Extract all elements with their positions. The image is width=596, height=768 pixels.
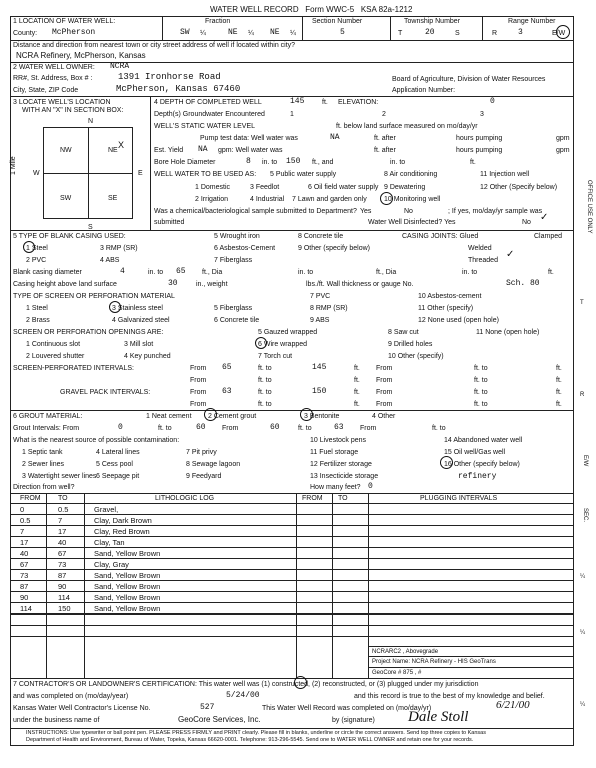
howmany-label: How many feet? xyxy=(310,484,361,491)
log-lith: Clay, Dark Brown xyxy=(94,516,152,525)
gp-to-2: ft. to xyxy=(474,389,488,396)
bore-to: 150 xyxy=(286,157,301,166)
use-10: 10 Monitoring well xyxy=(384,196,441,203)
distance-label: Distance and direction from nearest town or city street address of well if located within city? xyxy=(13,42,296,49)
contam-2: 2 Sewer lines xyxy=(22,461,65,468)
compass-e: E xyxy=(138,170,143,177)
csz-value: McPherson, Kansas 67460 xyxy=(116,84,241,94)
use-6: 6 Oil field water supply xyxy=(308,184,379,191)
height-label: Casing height above land surface xyxy=(13,281,117,288)
screen-2: 2 Brass xyxy=(26,317,50,324)
pump-label: Pump test data: Well water was xyxy=(200,135,298,142)
log-to: 40 xyxy=(58,538,67,547)
log-to: 114 xyxy=(58,593,70,602)
grout-from-3: From xyxy=(360,425,377,432)
yield-gpm: gpm xyxy=(556,147,570,154)
log-lith: Clay, Tan xyxy=(94,538,125,547)
side-t: T xyxy=(580,300,584,306)
use-8: 8 Air conditioning xyxy=(384,171,438,178)
screen-10: 10 Asbestos-cement xyxy=(418,293,482,300)
side-r: R xyxy=(580,392,585,398)
sp-from-val: 65 xyxy=(222,363,232,372)
use-2: 2 Irrigation xyxy=(195,196,229,203)
sp-from-4: From xyxy=(376,377,393,384)
log-to: 17 xyxy=(58,527,67,536)
log-lith: Sand, Yellow Brown xyxy=(94,549,161,558)
grout-2-circle xyxy=(204,408,217,421)
contam-other-value: refinery xyxy=(458,472,497,481)
grout-i2-from: 60 xyxy=(270,423,280,432)
csz-label: City, State, ZIP Code xyxy=(13,87,79,94)
log-lith: Clay, Red Brown xyxy=(94,527,150,536)
yield-unit: gpm: Well water was xyxy=(218,147,283,154)
opening-5: 5 Gauzed wrapped xyxy=(258,329,318,336)
blank-in-to2: in. to xyxy=(298,269,314,276)
contam-11: 11 Fuel storage xyxy=(310,449,359,456)
quarter-2: ¼ xyxy=(248,30,254,37)
sp-to-2: ft. to xyxy=(474,365,488,372)
range-value: 3 xyxy=(518,28,523,37)
quarter-3: ¼ xyxy=(290,30,296,37)
casing-6: 6 Asbestos-Cement xyxy=(214,245,276,252)
stamp-3: GeoCore # 875 , # xyxy=(372,670,422,676)
casing-7: 7 Fiberglass xyxy=(214,257,253,264)
log-h-from2: FROM xyxy=(302,495,323,502)
blank-dia-label: Blank casing diameter xyxy=(13,269,82,276)
sp-to-val: 145 xyxy=(312,363,327,372)
sp-from-1: From xyxy=(190,365,207,372)
grout-to-3: ft. to xyxy=(432,425,446,432)
joints-welded: Welded xyxy=(468,245,492,252)
owner-value: NCRA xyxy=(110,62,130,71)
gp-ft-4: ft. xyxy=(556,401,562,408)
side-q2: ¼ xyxy=(580,630,586,636)
use-12: 12 Other (Specify below) xyxy=(480,184,558,191)
opening-9: 9 Drilled holes xyxy=(388,341,433,348)
log-lith: Sand, Yellow Brown xyxy=(94,582,161,591)
lbsft-label: lbs./ft. Wall thickness or gauge No. xyxy=(306,281,414,288)
joints-label: CASING JOINTS: Glued xyxy=(402,233,479,240)
completed-label: and was completed on (mo/day/year) xyxy=(13,693,129,700)
gw-3: 3 xyxy=(480,111,484,118)
log-h-lith: LITHOLOGIC LOG xyxy=(155,495,215,502)
gp-ft-1: ft. xyxy=(354,389,360,396)
contam-8: 8 Sewage lagoon xyxy=(186,461,241,468)
blank-dia3: ft., Dia xyxy=(376,269,397,276)
elevation-label: ELEVATION: xyxy=(338,99,379,106)
contam-10: 10 Livestock pens xyxy=(310,437,367,444)
sp-ft-4: ft. xyxy=(556,377,562,384)
howmany-value: 0 xyxy=(368,482,373,491)
opening-3: 3 Mill slot xyxy=(124,341,154,348)
mile-label: 1 Mile xyxy=(10,156,17,175)
blank-in-to: in. to xyxy=(148,269,164,276)
side-q3: ¼ xyxy=(580,702,586,708)
county-value: McPherson xyxy=(52,28,96,37)
fraction-1: SW xyxy=(180,28,190,37)
grout-i1-to: 60 xyxy=(196,423,206,432)
contam-5: 5 Cess pool xyxy=(96,461,133,468)
grout-to-1: ft. to xyxy=(158,425,172,432)
quarter-1: ¼ xyxy=(200,30,206,37)
opening-10: 10 Other (specify) xyxy=(388,353,444,360)
grout-intervals: Grout Intervals: From xyxy=(13,425,80,432)
fraction-3: NE xyxy=(270,28,280,37)
static-rest: ft. below land surface measured on mo/day/yr xyxy=(336,123,478,130)
quad-sw: SW xyxy=(60,195,72,202)
screen-6: 6 Concrete tile xyxy=(214,317,260,324)
grout-to-2: ft. to xyxy=(298,425,312,432)
compass-s: S xyxy=(88,224,93,231)
log-from: 90 xyxy=(20,593,29,602)
disinfected-no: No xyxy=(522,219,531,226)
use-11: 11 Injection well xyxy=(480,171,530,178)
sp-to-4: ft. to xyxy=(474,377,488,384)
sp-to-3: ft. to xyxy=(258,377,272,384)
log-h-to2: TO xyxy=(338,495,348,502)
log-lith: Gravel, xyxy=(94,505,119,514)
log-from: 0 xyxy=(20,505,25,514)
address-label: RR#, St. Address, Box # : xyxy=(13,75,93,82)
quad-nw: NW xyxy=(60,147,72,154)
s3-heading2: WITH AN "X" IN SECTION BOX: xyxy=(22,107,124,114)
static-label: WELL'S STATIC WATER LEVEL xyxy=(154,123,256,130)
log-lith: Sand, Yellow Brown xyxy=(94,593,161,602)
opening-2: 2 Louvered shutter xyxy=(26,353,85,360)
x-mark: X xyxy=(118,140,125,150)
log-to: 7 xyxy=(58,516,63,525)
screen-label: TYPE OF SCREEN OR PERFORATION MATERIAL xyxy=(13,293,175,300)
log-from: 73 xyxy=(20,571,29,580)
range-r: R xyxy=(492,30,498,37)
contam-label: What is the nearest source of possible contamination: xyxy=(13,437,180,444)
bore-dia: 8 xyxy=(246,157,251,166)
log-h-plug: PLUGGING INTERVALS xyxy=(420,495,498,502)
screen-8: 8 RMP (SR) xyxy=(310,305,348,312)
s1-heading: 1 LOCATION OF WATER WELL: xyxy=(13,18,116,25)
casing-3: 3 RMP (SR) xyxy=(100,245,138,252)
direction-label: Direction from well? xyxy=(13,484,75,491)
distance-value: NCRA Refinery, McPherson, Kansas xyxy=(16,51,146,60)
log-lith: Clay, Gray xyxy=(94,560,129,569)
record-date: 6/21/00 xyxy=(496,699,530,711)
grout-4: 4 Other xyxy=(372,413,396,420)
log-to: 73 xyxy=(58,560,67,569)
completed-date: 5/24/00 xyxy=(226,691,260,700)
gp-to-4: ft. to xyxy=(474,401,488,408)
blank-in-to3: in. to xyxy=(462,269,478,276)
use-label: WELL WATER TO BE USED AS: xyxy=(154,171,257,178)
stamp-2: Project Name: NCRA Refinery - HIS GeoTrans xyxy=(372,659,496,665)
app-no: Application Number: xyxy=(392,87,456,94)
compass-w: W xyxy=(33,170,40,177)
casing-2: 2 PVC xyxy=(26,257,47,264)
use-9: 9 Dewatering xyxy=(384,184,426,191)
contam-12: 12 Fertilizer storage xyxy=(310,461,372,468)
gp-to-1: ft. to xyxy=(258,389,272,396)
gp-to-val: 150 xyxy=(312,387,327,396)
use-10-circle xyxy=(380,192,393,205)
log-from: 0.5 xyxy=(20,516,31,525)
side-ew: E/W xyxy=(582,455,588,467)
township-value: 20 xyxy=(425,28,435,37)
signature-label: by (signature) xyxy=(332,717,375,724)
fraction-2: NE xyxy=(228,28,238,37)
log-from: 7 xyxy=(20,527,25,536)
section-label: Section Number xyxy=(312,18,363,25)
contam-7: 7 Pit privy xyxy=(186,449,217,456)
gw-label: Depth(s) Groundwater Encountered xyxy=(154,111,265,118)
fraction-label: Fraction xyxy=(205,18,231,25)
quad-se: SE xyxy=(108,195,118,202)
section-value: 5 xyxy=(340,28,345,37)
opening-1: 1 Continuous slot xyxy=(26,341,81,348)
sp-from-3: From xyxy=(190,377,207,384)
disinfected-check-icon: ✓ xyxy=(540,212,549,223)
depth-value: 145 xyxy=(290,97,305,106)
bore-in-to: in. to xyxy=(262,159,278,166)
height-value: 30 xyxy=(168,279,178,288)
blank-to: 65 xyxy=(176,267,186,276)
log-lith: Sand, Yellow Brown xyxy=(94,571,161,580)
chem-yes: Yes xyxy=(360,208,372,215)
board-text: Board of Agriculture, Division of Water Resources xyxy=(392,76,546,83)
range-e-circle xyxy=(556,25,570,39)
screen-3: 3 Stainless steel xyxy=(112,305,163,312)
blank-dia2: ft., Dia xyxy=(202,269,223,276)
yield-value: NA xyxy=(198,145,208,154)
grout-from-2: From xyxy=(222,425,239,432)
range-ew: E/W xyxy=(552,30,566,37)
s6-heading: 6 GROUT MATERIAL: xyxy=(13,413,83,420)
gp-from-4: From xyxy=(376,401,393,408)
log-to: 90 xyxy=(58,582,67,591)
gp-from-3: From xyxy=(190,401,207,408)
screen-7: 7 PVC xyxy=(310,293,331,300)
cert-text: 7 CONTRACTOR'S OR LANDOWNER'S CERTIFICATION: This water well was (1) constructed, (2) reconstructed, or (3) plugged under my jurisdiction xyxy=(13,681,479,688)
log-to: 150 xyxy=(58,604,71,613)
compass-n: N xyxy=(88,118,94,125)
log-from: 40 xyxy=(20,549,29,558)
casing-9: 9 Other (specify below) xyxy=(298,245,370,252)
contam-9: 9 Feedyard xyxy=(186,473,222,480)
screen-12: 12 None used (open hole) xyxy=(418,317,499,324)
contam-14: 14 Abandoned water well xyxy=(444,437,523,444)
yield-after: ft. after xyxy=(374,147,396,154)
chem-no: No xyxy=(404,208,413,215)
log-to: 0.5 xyxy=(58,505,69,514)
office-use-label: OFFICE USE ONLY xyxy=(586,180,592,234)
grout-i1-from: 0 xyxy=(118,423,123,432)
gp-from-2: From xyxy=(376,389,393,396)
quad-ne: NE xyxy=(108,147,118,154)
gp-from-val: 63 xyxy=(222,387,232,396)
elevation-value: 0 xyxy=(490,97,495,106)
sp-to-1: ft. to xyxy=(258,365,272,372)
yield-hours: hours pumping xyxy=(456,147,503,154)
bore-label: Bore Hole Diameter xyxy=(154,159,216,166)
grout-3-circle xyxy=(300,408,313,421)
gp-ft-3: ft. xyxy=(354,401,360,408)
joints-threaded: Threaded xyxy=(468,257,498,264)
yield-label: Est. Yield xyxy=(154,147,184,154)
chem-tail: ; If yes, mo/day/yr sample was xyxy=(448,208,543,215)
casing-1: 1 Steel xyxy=(26,245,48,252)
contam-16-circle xyxy=(440,456,453,469)
township-label: Township Number xyxy=(404,18,461,25)
range-label: Range Number xyxy=(508,18,556,25)
grout-1: 1 Neat cement xyxy=(146,413,192,420)
contam-4: 4 Lateral lines xyxy=(96,449,140,456)
pump-value: NA xyxy=(330,133,340,142)
sp-ft-3: ft. xyxy=(354,377,360,384)
business-name: GeoCore Services, Inc. xyxy=(178,715,261,724)
township-s: S xyxy=(455,30,460,37)
grout-i2-to: 63 xyxy=(334,423,344,432)
blank-dia: 4 xyxy=(120,267,125,276)
casing-5: 5 Wrought iron xyxy=(214,233,260,240)
township-t: T xyxy=(398,30,403,37)
screen-3-circle xyxy=(109,301,121,313)
log-to: 67 xyxy=(58,549,67,558)
bore-ft-and: ft., and xyxy=(312,159,334,166)
casing-1-circle xyxy=(23,241,35,253)
s3-heading: 3 LOCATE WELL'S LOCATION xyxy=(13,99,111,106)
contam-3: 3 Watertight sewer lines xyxy=(22,473,97,480)
opening-6: 6 Wire wrapped xyxy=(258,341,308,348)
stamp-1: NCRARC2 , Abovegrade xyxy=(372,649,439,655)
casing-8: 8 Concrete tile xyxy=(298,233,344,240)
use-7: 7 Lawn and garden only xyxy=(292,196,367,203)
log-from: 67 xyxy=(20,560,29,569)
contam-6: 6 Seepage pit xyxy=(96,473,140,480)
opening-11: 11 None (open hole) xyxy=(476,329,540,336)
grout-3: 3 Bentonite xyxy=(304,413,340,420)
grout-2: 2 Cement grout xyxy=(208,413,257,420)
record-label: This Water Well Record was completed on (mo/day/yr) xyxy=(262,705,432,712)
address-value: 1391 Ironhorse Road xyxy=(118,72,221,82)
log-h-to: TO xyxy=(58,495,68,502)
sp-ft-1: ft. xyxy=(354,365,360,372)
signature: Dale Stoll xyxy=(408,709,469,725)
log-to: 87 xyxy=(58,571,67,580)
bore-in2: in. to xyxy=(390,159,406,166)
opening-6-circle xyxy=(255,337,267,349)
screen-9: 9 ABS xyxy=(310,317,330,324)
gp-ft-2: ft. xyxy=(556,389,562,396)
cert-1-circle xyxy=(294,676,307,689)
bore-ft2: ft. xyxy=(470,159,476,166)
gp-to-3: ft. to xyxy=(258,401,272,408)
use-3: 3 Feedlot xyxy=(250,184,280,191)
pump-gpm: gpm xyxy=(556,135,570,142)
log-from: 17 xyxy=(20,538,29,547)
casing-4: 4 ABS xyxy=(100,257,120,264)
use-1: 1 Domestic xyxy=(195,184,231,191)
side-q1: ¼ xyxy=(580,574,586,580)
joints-clamped: Clamped xyxy=(534,233,563,240)
s2-heading: 2 WATER WELL OWNER: xyxy=(13,64,95,71)
disinfected-label: Water Well Disinfected? Yes xyxy=(368,219,456,226)
sp-ft-2: ft. xyxy=(556,365,562,372)
side-sec: SEC. xyxy=(582,508,588,523)
log-from: 114 xyxy=(20,604,32,613)
weight-label: in., weight xyxy=(196,281,228,288)
gp-from-1: From xyxy=(190,389,207,396)
contam-1: 1 Septic tank xyxy=(22,449,63,456)
opening-8: 8 Saw cut xyxy=(388,329,419,336)
instructions-2: Department of Health and Environment, Bureau of Water, Topeka, Kansas 66620-0001. Telephone: 913-296-5545. Send one to WATER WELL OWNER and retain one for your records. xyxy=(26,737,474,743)
blank-ft: ft. xyxy=(548,269,554,276)
chem-submitted: submitted xyxy=(154,219,185,226)
gp-label: GRAVEL PACK INTERVALS: xyxy=(60,389,151,396)
gauge-value: Sch. 80 xyxy=(506,279,540,288)
pump-after: ft. after xyxy=(374,135,396,142)
screen-11: 11 Other (specify) xyxy=(418,305,474,312)
log-lith: Sand, Yellow Brown xyxy=(94,604,161,613)
true-statement: and this record is true to the best of my knowledge and belief. xyxy=(354,693,545,700)
contam-16: 16 Other (specify below) xyxy=(444,461,520,468)
contam-13: 13 Insecticide storage xyxy=(310,473,379,480)
use-5: 5 Public water supply xyxy=(270,171,337,178)
county-label: County: xyxy=(13,30,38,37)
opening-7: 7 Torch cut xyxy=(258,353,293,360)
contam-15: 15 Oil well/Gas well xyxy=(444,449,506,456)
screen-1: 1 Steel xyxy=(26,305,48,312)
sp-label: SCREEN-PERFORATED INTERVALS: xyxy=(13,365,134,372)
gw-1: 1 xyxy=(290,111,294,118)
sp-from-2: From xyxy=(376,365,393,372)
opening-4: 4 Key punched xyxy=(124,353,171,360)
log-from: 87 xyxy=(20,582,29,591)
screen-5: 5 Fiberglass xyxy=(214,305,253,312)
openings-label: SCREEN OR PERFORATION OPENINGS ARE: xyxy=(13,329,164,336)
s5-heading: 5 TYPE OF BLANK CASING USED: xyxy=(13,233,126,240)
form-title: WATER WELL RECORD Form WWC-5 KSA 82a-1212 xyxy=(210,5,413,14)
screen-4: 4 Galvanized steel xyxy=(112,317,170,324)
threaded-check-icon: ✓ xyxy=(506,249,515,260)
license-label: Kansas Water Well Contractor's License No. xyxy=(13,705,151,712)
pump-hours: hours pumping xyxy=(456,135,503,142)
instructions-1: INSTRUCTIONS: Use typewriter or ball point pen. PLEASE PRESS FIRMLY and PRINT clearly. Please fill in blanks, underline or circle the correct answers. Send top three copies to Kansas xyxy=(26,730,486,736)
chem-label: Was a chemical/bacteriological sample submitted to Department? xyxy=(154,208,357,215)
log-h-from: FROM xyxy=(20,495,41,502)
business-label: under the business name of xyxy=(13,717,100,724)
depth-ft: ft. xyxy=(322,99,328,106)
depth-label: 4 DEPTH OF COMPLETED WELL xyxy=(154,99,262,106)
use-4: 4 Industrial xyxy=(250,196,285,203)
gw-2: 2 xyxy=(382,111,386,118)
license-no: 527 xyxy=(200,703,215,712)
